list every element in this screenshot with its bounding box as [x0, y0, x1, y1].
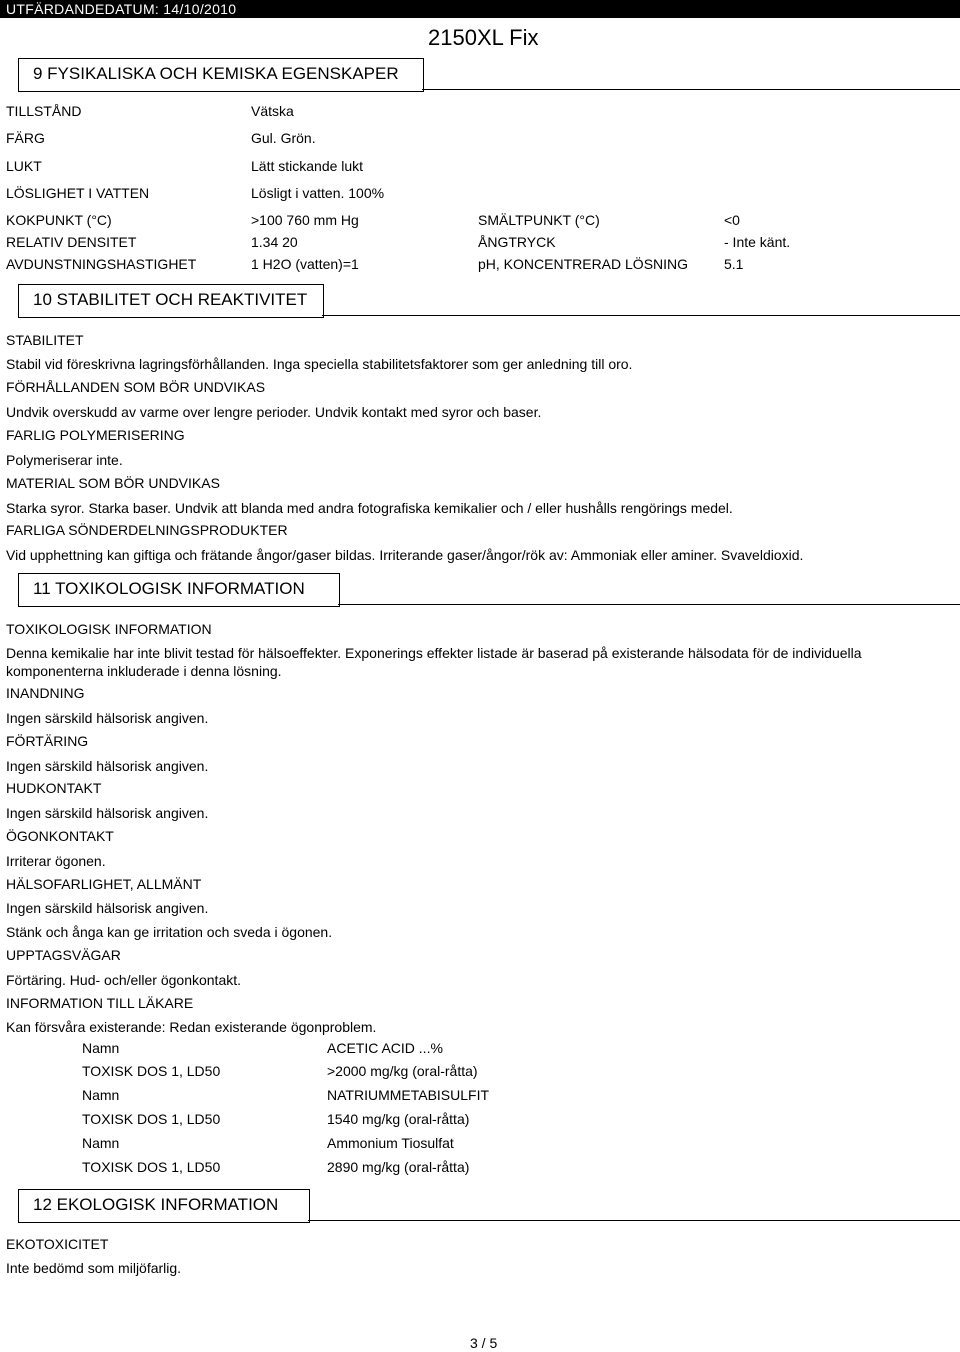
tox-label: TOXISK DOS 1, LD50: [82, 1159, 221, 1175]
prop-value-boiling: >100 760 mm Hg: [251, 212, 359, 228]
section9-rule: [422, 89, 960, 90]
section10-title: 10 STABILITET OCH REAKTIVITET: [33, 290, 308, 309]
tox-label: Namn: [82, 1087, 120, 1103]
prop-label-boiling: KOKPUNKT (°C): [6, 212, 112, 228]
section12-rule: [308, 1220, 960, 1221]
section9-title: 9 FYSIKALISKA OCH KEMISKA EGENSKAPER: [33, 64, 399, 83]
prop-value-melting: <0: [724, 212, 740, 228]
tox-value: 1540 mg/kg (oral-råtta): [327, 1111, 470, 1127]
inhalation-text: Ingen särskild hälsorisk angiven.: [6, 710, 209, 726]
materials-avoid-heading: MATERIAL SOM BÖR UNDVIKAS: [6, 475, 220, 491]
skin-contact-text: Ingen särskild hälsorisk angiven.: [6, 805, 209, 821]
physician-info-text: Kan försvåra existerande: Redan existerande ögonproblem.: [6, 1019, 377, 1035]
stability-heading: STABILITET: [6, 332, 84, 348]
section12-title: 12 EKOLOGISK INFORMATION: [33, 1195, 279, 1214]
tox-value: Ammonium Tiosulfat: [327, 1135, 454, 1151]
tox-value: ACETIC ACID ...%: [327, 1040, 443, 1056]
revision-date: UTFÄRDANDEDATUM: 14/10/2010: [6, 1, 237, 17]
ecotoxicity-text: Inte bedömd som miljöfarlig.: [6, 1260, 182, 1276]
tox-intro-text: Denna kemikalie har inte blivit testad för hälsoeffekter. Exponerings effekter listade är baserad på existerande hälsodata för de individuella komponenterna inkluderade i denna lösning.: [6, 645, 862, 679]
routes-heading: UPPTAGSVÄGAR: [6, 947, 121, 963]
tox-value: 2890 mg/kg (oral-råtta): [327, 1159, 470, 1175]
health-hazard-heading: HÄLSOFARLIGHET, ALLMÄNT: [6, 876, 202, 892]
conditions-avoid-heading: FÖRHÅLLANDEN SOM BÖR UNDVIKAS: [6, 379, 266, 395]
tox-label: TOXISK DOS 1, LD50: [82, 1063, 221, 1079]
prop-value-vapor-pressure: - Inte känt.: [724, 234, 791, 250]
polymerization-text: Polymeriserar inte.: [6, 452, 123, 468]
prop-label-solubility: LÖSLIGHET I VATTEN: [6, 185, 150, 201]
tox-value: >2000 mg/kg (oral-råtta): [327, 1063, 478, 1079]
materials-avoid-text: Starka syror. Starka baser. Undvik att blanda med andra fotografiska kemikalier och / eller hushålls rengörings medel.: [6, 500, 733, 516]
prop-label-density: RELATIV DENSITET: [6, 234, 137, 250]
health-hazard-text: Ingen särskild hälsorisk angiven.: [6, 900, 209, 916]
prop-label-vapor-pressure: ÅNGTRYCK: [478, 234, 556, 250]
polymerization-heading: FARLIG POLYMERISERING: [6, 427, 185, 443]
tox-label: TOXISK DOS 1, LD50: [82, 1111, 221, 1127]
ingestion-text: Ingen särskild hälsorisk angiven.: [6, 758, 209, 774]
routes-text: Förtäring. Hud- och/eller ögonkontakt.: [6, 972, 242, 988]
ingestion-heading: FÖRTÄRING: [6, 733, 89, 749]
prop-label-state: TILLSTÅND: [6, 103, 82, 119]
physician-info-heading: INFORMATION TILL LÄKARE: [6, 995, 194, 1011]
inhalation-heading: INANDNING: [6, 685, 85, 701]
prop-label-melting: SMÄLTPUNKT (°C): [478, 212, 600, 228]
tox-info-heading: TOXIKOLOGISK INFORMATION: [6, 621, 212, 637]
prop-label-odor: LUKT: [6, 158, 42, 174]
stability-text: Stabil vid föreskrivna lagringsförhållanden. Inga speciella stabilitetsfaktorer som ger anledning till oro.: [6, 356, 633, 372]
tox-label: Namn: [82, 1135, 120, 1151]
prop-value-evaporation: 1 H2O (vatten)=1: [251, 256, 359, 272]
prop-label-evaporation: AVDUNSTNINGSHASTIGHET: [6, 256, 197, 272]
prop-value-solubility: Lösligt i vatten. 100%: [251, 185, 385, 201]
prop-value-state: Vätska: [251, 103, 294, 119]
decomposition-text: Vid upphettning kan giftiga och frätande ångor/gaser bildas. Irriterande gaser/ångor/rök av: Ammoniak eller aminer. Svaveldioxid.: [6, 547, 804, 563]
page-number: 3 / 5: [470, 1335, 498, 1351]
ecotoxicity-heading: EKOTOXICITET: [6, 1236, 109, 1252]
section11-title: 11 TOXIKOLOGISK INFORMATION: [33, 579, 305, 598]
tox-value: NATRIUMMETABISULFIT: [327, 1087, 490, 1103]
decomposition-heading: FARLIGA SÖNDERDELNINGSPRODUKTER: [6, 522, 288, 538]
tox-label: Namn: [82, 1040, 120, 1056]
prop-label-color: FÄRG: [6, 130, 45, 146]
skin-contact-heading: HUDKONTAKT: [6, 780, 102, 796]
prop-value-odor: Lätt stickande lukt: [251, 158, 364, 174]
section10-rule: [322, 315, 960, 316]
prop-value-ph: 5.1: [724, 256, 744, 272]
health-hazard-text-2: Stänk och ånga kan ge irritation och sveda i ögonen.: [6, 924, 333, 940]
prop-label-ph: pH, KONCENTRERAD LÖSNING: [478, 256, 689, 272]
section11-rule: [338, 604, 960, 605]
eye-contact-text: Irriterar ögonen.: [6, 853, 106, 869]
prop-value-color: Gul. Grön.: [251, 130, 316, 146]
eye-contact-heading: ÖGONKONTAKT: [6, 828, 114, 844]
prop-value-density: 1.34 20: [251, 234, 298, 250]
product-name: 2150XL Fix: [428, 25, 539, 50]
conditions-avoid-text: Undvik overskudd av varme over lengre perioder. Undvik kontakt med syror och baser.: [6, 404, 542, 420]
